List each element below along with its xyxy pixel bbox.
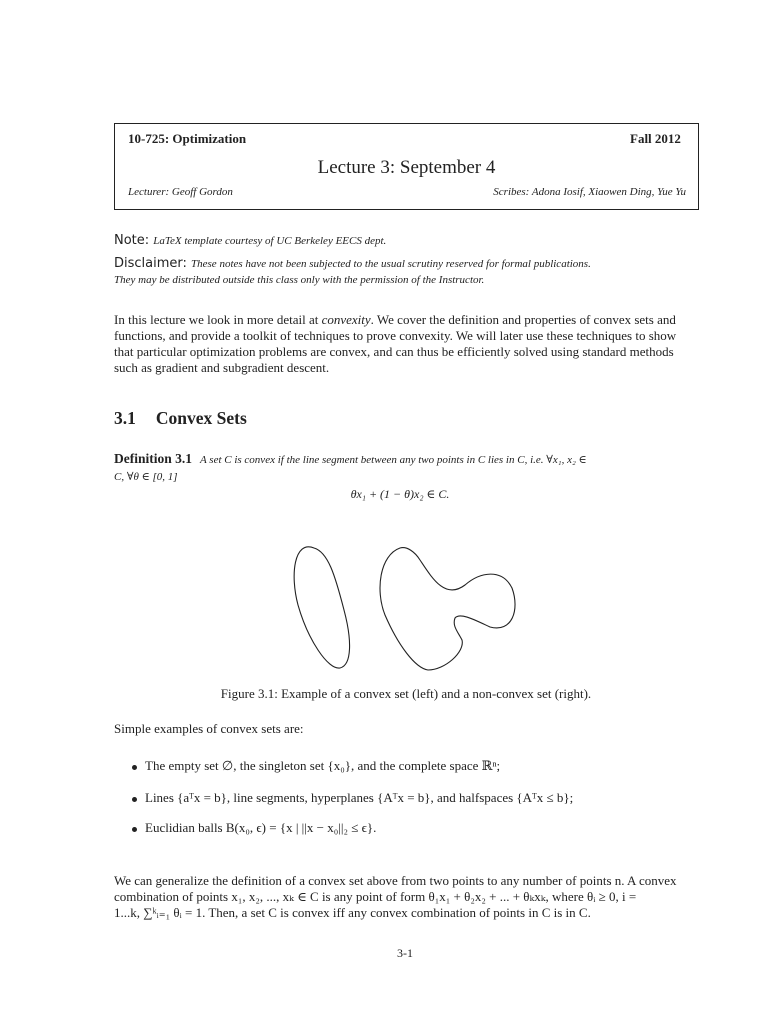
list-item: Euclidian balls B(x₀, ϵ) = {x | ||x − x₀||₂ ≤ ϵ}. — [132, 820, 376, 836]
disclaimer-line1: These notes have not been subjected to the usual scrutiny reserved for formal publications. — [191, 258, 591, 270]
generalize-line1: We can generalize the definition of a convex set above from two points to any number of points n. A convex — [114, 873, 677, 888]
section-title: Convex Sets — [155, 408, 247, 428]
generalize-paragraph — [114, 873, 704, 921]
examples-intro: Simple examples of convex sets are: — [114, 721, 304, 736]
note-text: LaTeX template courtesy of UC Berkeley EECS dept. — [153, 235, 387, 247]
intro-line2: functions, and provide a toolkit of techniques to prove convexity. We will later use these techniques to show — [114, 328, 677, 343]
page-number: 3-1 — [397, 946, 413, 960]
intro-line1b: . We cover the definition and properties of convex sets and — [370, 312, 676, 327]
convexity-figure — [280, 530, 520, 680]
note-label: Note — [114, 233, 145, 248]
disclaimer-block: Disclaimer: These notes have not been subjected to the usual scrutiny reserved for formal publications. They may be distributed outside this class only with the permission of the Instructor. — [114, 255, 702, 286]
intro-paragraph — [114, 312, 702, 376]
definition-equation: θx₁ + (1 − θ)x₂ ∈ C. — [350, 487, 450, 501]
disclaimer-line2: They may be distributed outside this class only with the permission of the Instructor. — [114, 274, 485, 286]
figure-caption: Figure 3.1: Example of a convex set (left) and a non-convex set (right). — [220, 686, 592, 701]
intro-line3: that particular optimization problems are convex, and can thus be efficiently solved using standard methods — [114, 344, 674, 359]
list-item: Lines {aᵀx = b}, line segments, hyperplanes {Aᵀx = b}, and halfspaces {Aᵀx ≤ b}; — [132, 790, 573, 806]
section-number: 3.1 — [114, 408, 136, 428]
intro-line1a: In this lecture we look in more detail at — [114, 312, 322, 327]
generalize-line3: 1...k, ∑ᵏᵢ₌₁ θᵢ = 1. Then, a set C is convex iff any convex combination of points in C is in C. — [114, 905, 591, 920]
section-heading — [114, 408, 247, 429]
definition-label: Definition 3.1 — [114, 451, 193, 466]
definition-line2: C, ∀θ ∈ [0, 1] — [114, 471, 178, 483]
generalize-line2: combination of points x₁, x₂, ..., xₖ ∈ C is any point of form θ₁x₁ + θ₂x₂ + ... + θₖxₖ, where θᵢ ≥ 0, i = — [114, 889, 637, 904]
lecture-title: Lecture 3: September 4 — [317, 157, 496, 178]
intro-emph: convexity — [321, 312, 371, 327]
disclaimer-label: Disclaimer — [114, 256, 183, 271]
note-line: Note: LaTeX template courtesy of UC Berkeley EECS dept. — [114, 233, 387, 248]
definition-block — [114, 450, 704, 483]
scribes-label: Scribes: Adona Iosif, Xiaowen Ding, Yue Yu — [493, 186, 686, 198]
nonconvex-set-shape — [380, 548, 515, 670]
term-label: Fall 2012 — [630, 131, 681, 146]
intro-line4: such as gradient and subgradient descent. — [114, 360, 330, 375]
definition-line1: A set C is convex if the line segment between any two points in C lies in C, i.e. ∀x₁, x₂ ∈ — [200, 454, 587, 466]
list-item: The empty set ∅, the singleton set {x₀}, and the complete space ℝⁿ; — [132, 758, 500, 774]
course-title: 10-725: Optimization — [128, 131, 247, 146]
convex-set-shape — [294, 547, 349, 668]
lecturer-label: Lecturer: Geoff Gordon — [128, 186, 233, 198]
